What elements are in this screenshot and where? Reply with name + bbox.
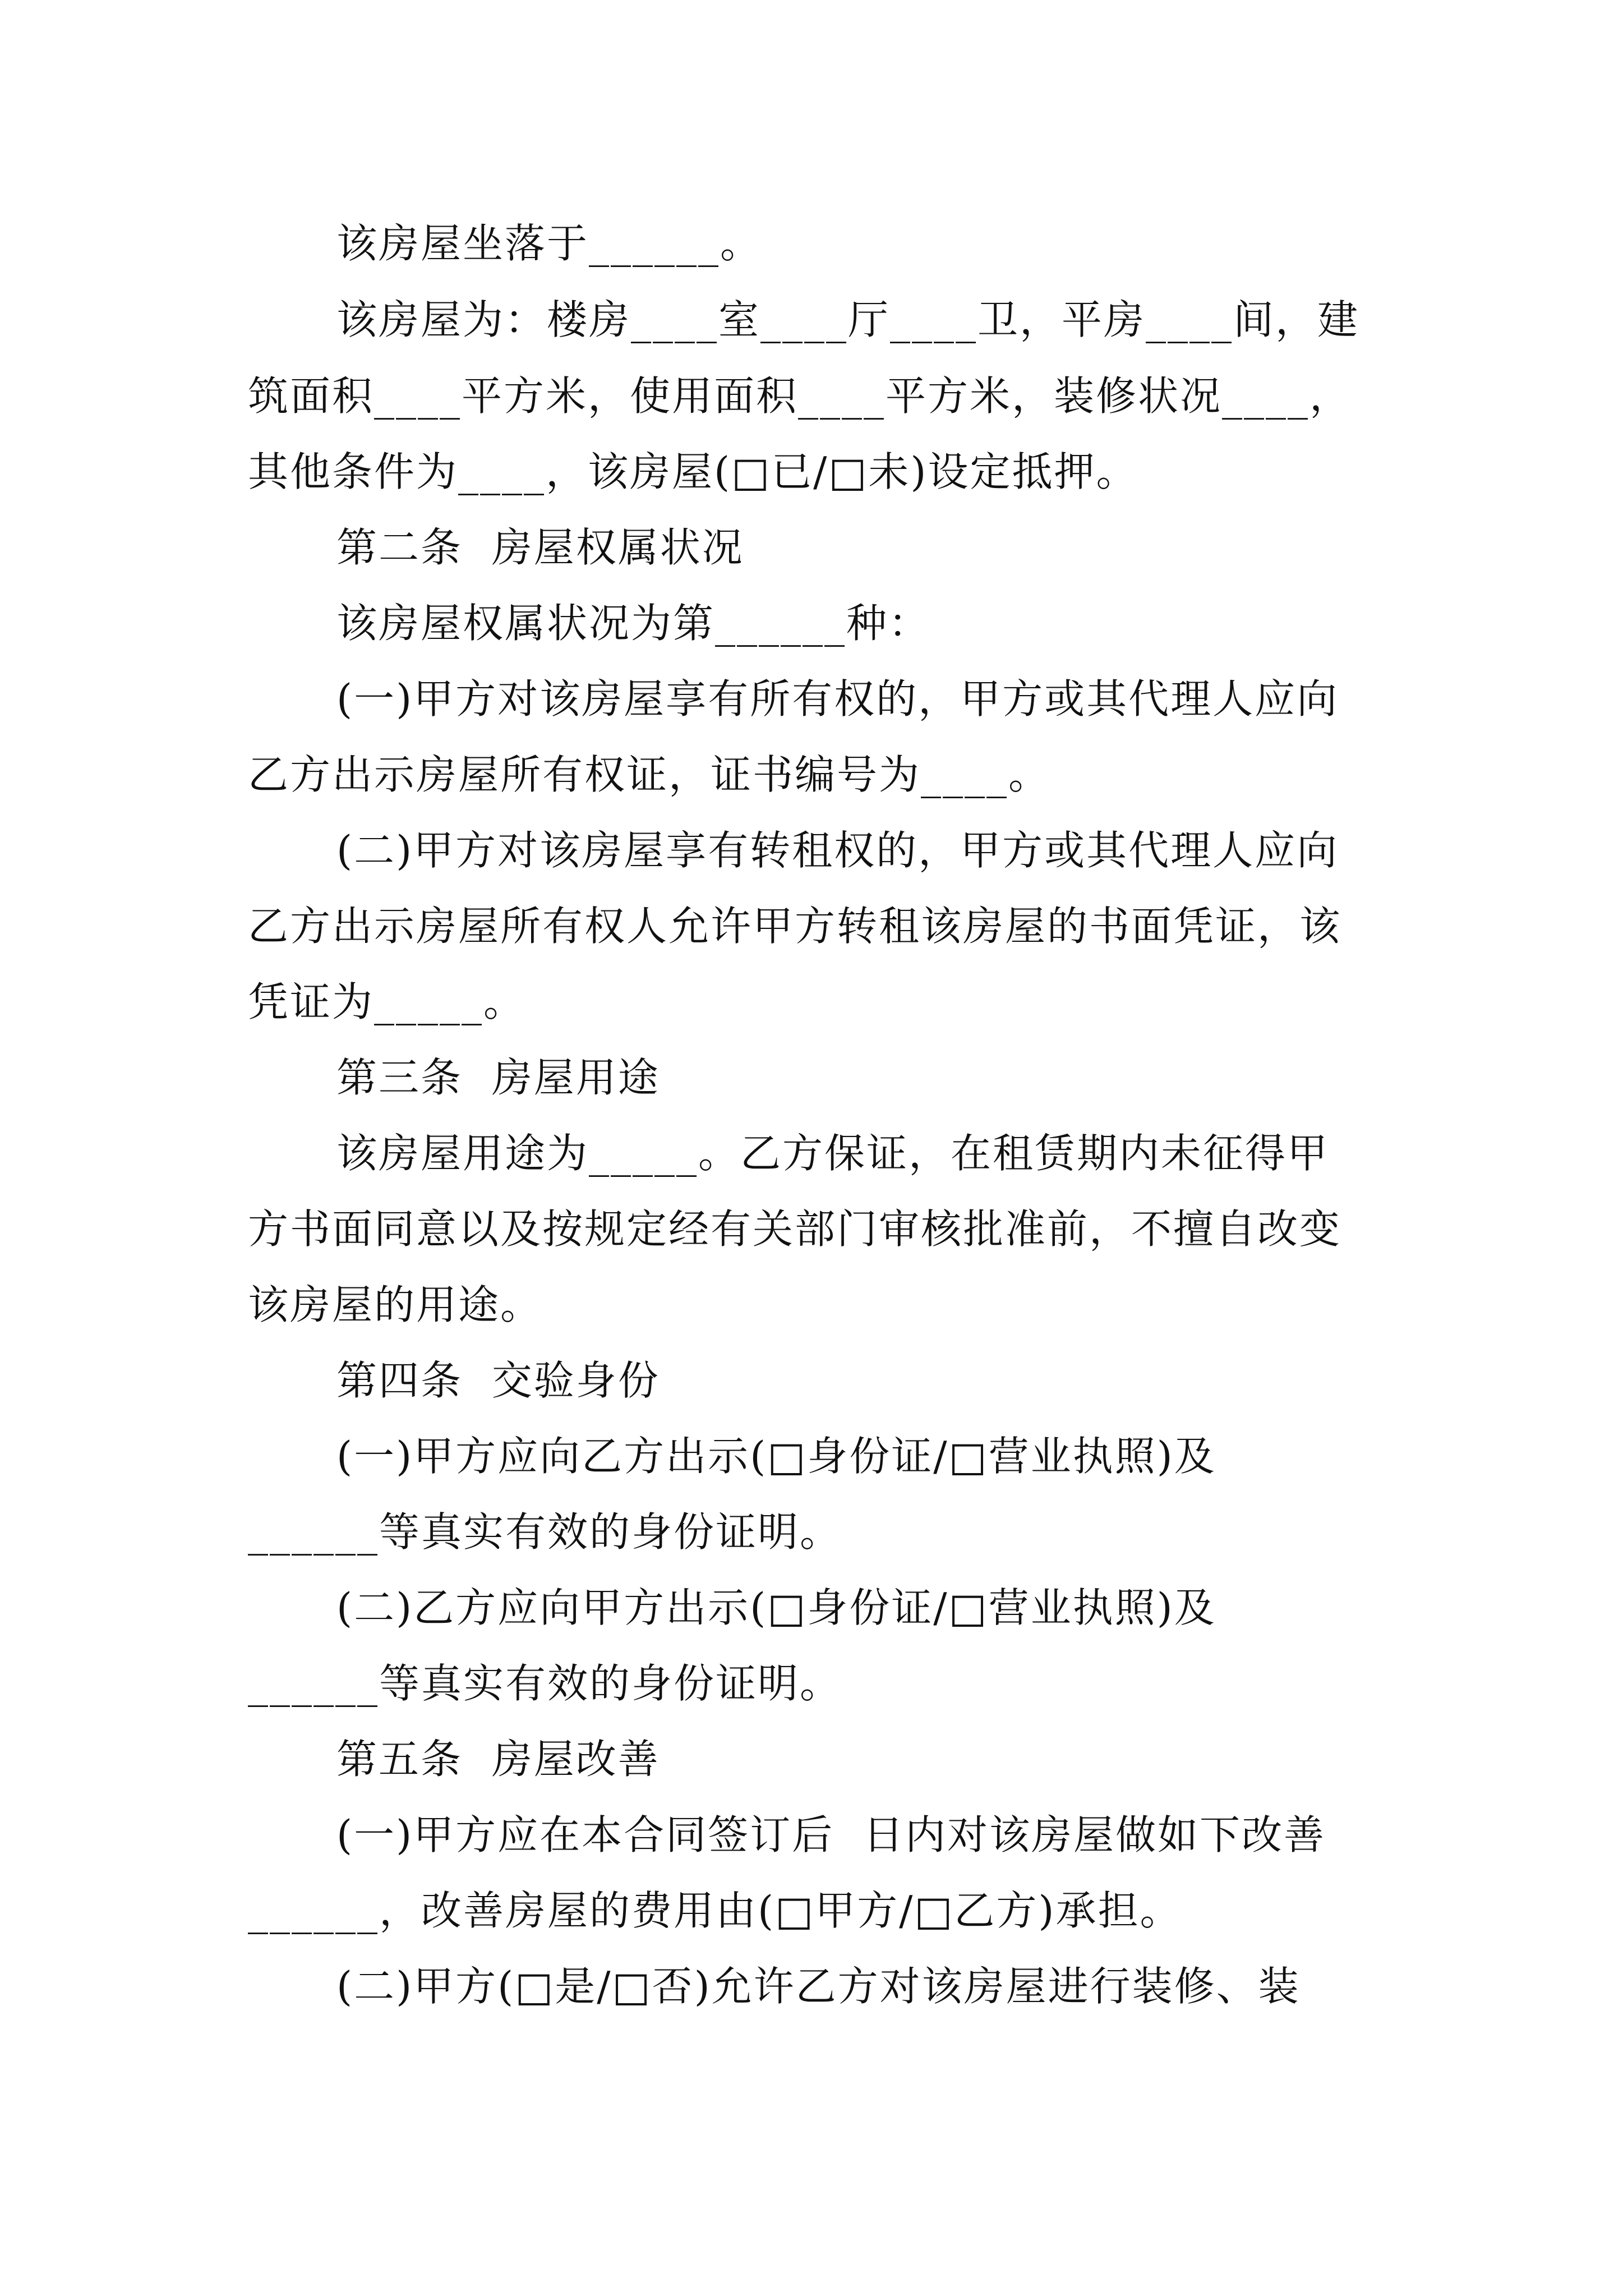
paragraph-ownership-type: 该房屋权属状况为第______种： (336, 600, 931, 647)
paragraph-improvement-2: (二)甲方(□是/□否)允许乙方对该房屋进行装修、装 (336, 1963, 1301, 2010)
section-heading-3: 第三条 房屋用途 (336, 1054, 660, 1101)
paragraph-location: 该房屋坐落于______。 (336, 220, 763, 267)
section-heading-2: 第二条 房屋权属状况 (336, 524, 744, 571)
paragraph-house-type-cont: 其他条件为____，该房屋(□已/□未)设定抵押。 (248, 448, 1138, 495)
paragraph-ownership-2: (二)甲方对该房屋享有转租权的，甲方或其代理人应向 (336, 827, 1339, 874)
paragraph-usage: 该房屋用途为_____。乙方保证，在租赁期内未征得甲 (336, 1130, 1330, 1177)
paragraph-improvement-1: (一)甲方应在本合同签订后 日内对该房屋做如下改善 (336, 1811, 1326, 1858)
paragraph-identity-1-cont: ______等真实有效的身份证明。 (248, 1508, 842, 1556)
section-heading-4: 第四条 交验身份 (336, 1357, 660, 1404)
paragraph-usage-cont: 方书面同意以及按规定经有关部门审核批准前，不擅自改变 (248, 1205, 1342, 1253)
paragraph-usage-cont: 该房屋的用途。 (248, 1281, 543, 1328)
paragraph-identity-1: (一)甲方应向乙方出示(□身份证/□营业执照)及 (336, 1433, 1216, 1480)
paragraph-house-type: 该房屋为：楼房____室____厅____卫，平房____间，建 (336, 296, 1360, 343)
paragraph-ownership-1-cont: 乙方出示房屋所有权证，证书编号为____。 (248, 751, 1051, 798)
paragraph-house-type-cont: 筑面积____平方米，使用面积____平方米，装修状况____， (248, 372, 1352, 420)
paragraph-identity-2: (二)乙方应向甲方出示(□身份证/□营业执照)及 (336, 1584, 1216, 1631)
paragraph-ownership-1: (一)甲方对该房屋享有所有权的，甲方或其代理人应向 (336, 675, 1339, 723)
paragraph-improvement-1-cont: ______，改善房屋的费用由(□甲方/□乙方)承担。 (248, 1887, 1182, 1934)
paragraph-ownership-2-cont: 凭证为_____。 (248, 978, 526, 1025)
section-heading-5: 第五条 房屋改善 (336, 1736, 660, 1783)
paragraph-identity-2-cont: ______等真实有效的身份证明。 (248, 1660, 842, 1707)
paragraph-ownership-2-cont: 乙方出示房屋所有权人允许甲方转租该房屋的书面凭证，该 (248, 903, 1342, 950)
